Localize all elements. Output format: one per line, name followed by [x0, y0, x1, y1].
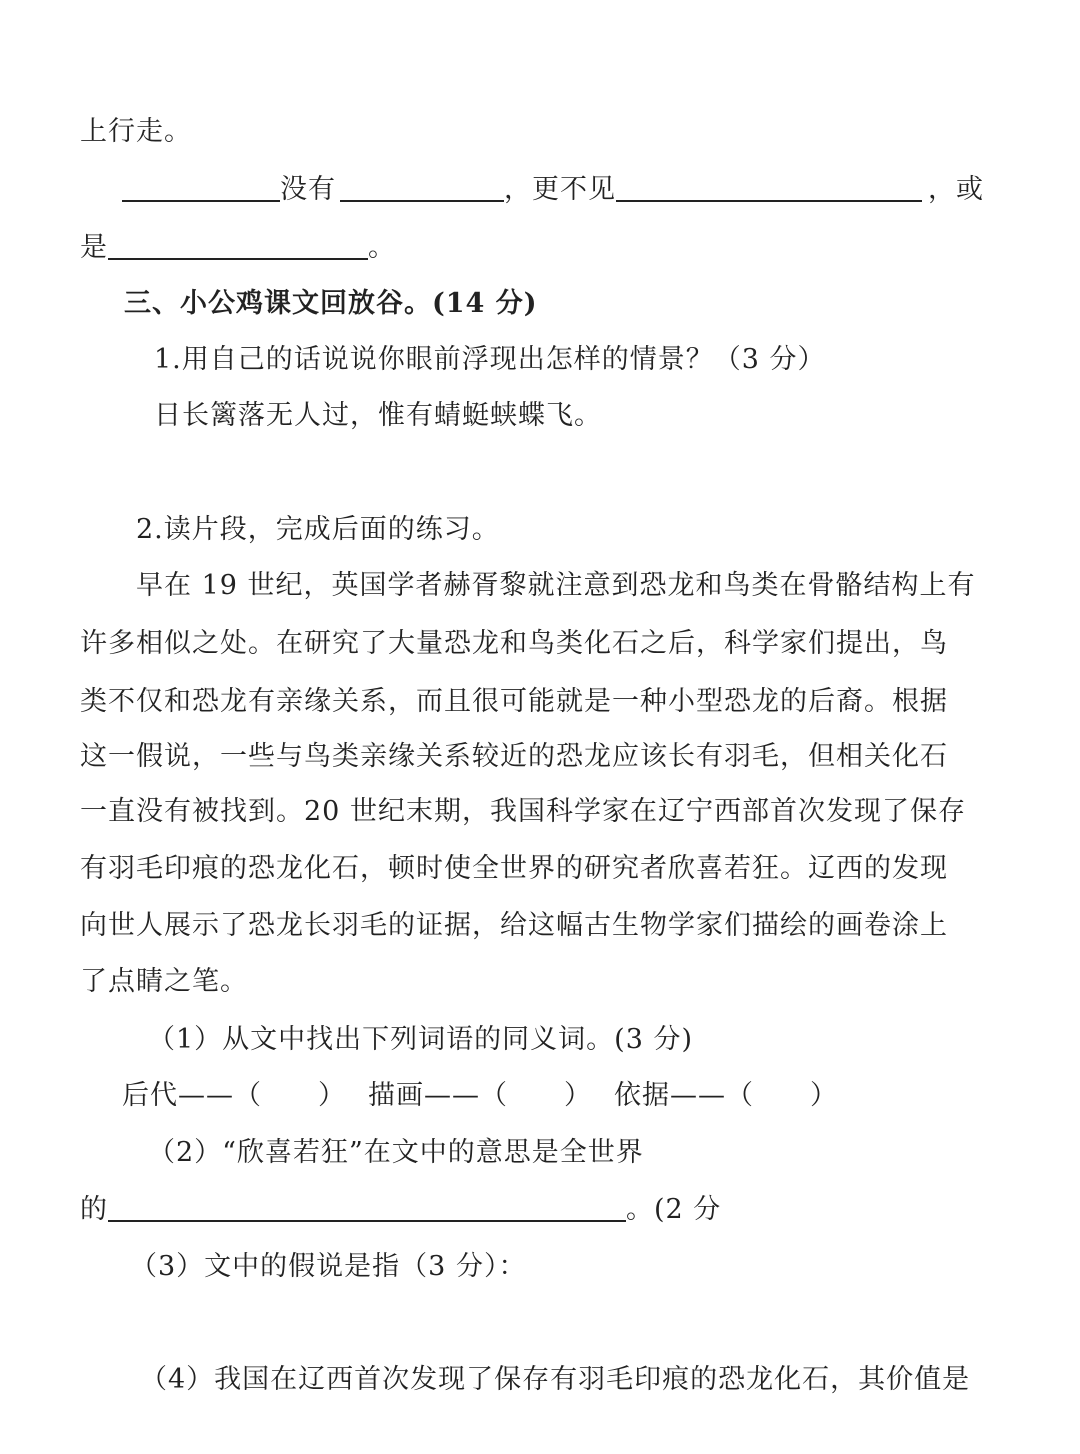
fill-text: ，更不见: [504, 174, 616, 205]
sub-question-1-prompt: （1）从文中找出下列词语的同义词。(3 分): [148, 1024, 694, 1055]
fill-text: 是: [80, 232, 108, 263]
answer-blank[interactable]: [616, 170, 922, 202]
passage-line: 这一假说，一些与鸟类亲缘关系较近的恐龙应该长有羽毛，但相关化石: [80, 741, 948, 772]
fill-text: ，或: [928, 174, 984, 205]
top-line-end: 上行走。: [80, 116, 192, 147]
fill-text: 没有: [280, 174, 336, 205]
synonym-item: 后代——（ ）: [122, 1080, 346, 1111]
answer-blank[interactable]: [108, 1190, 626, 1222]
synonym-item: 描画——（ ）: [368, 1080, 592, 1111]
passage-line: 一直没有被找到。20 世纪末期，我国科学家在辽宁西部首次发现了保存: [80, 796, 966, 827]
sub-question-2-prompt: （2）“欣喜若狂”在文中的意思是全世界: [148, 1137, 644, 1168]
passage-line: 早在 19 世纪，英国学者赫胥黎就注意到恐龙和鸟类在骨骼结构上有: [136, 570, 976, 601]
question-1-poem: 日长篱落无人过，惟有蜻蜓蛱蝶飞。: [154, 400, 602, 431]
sub-question-3-prompt: （3）文中的假说是指（3 分）：: [130, 1251, 527, 1282]
fill-text: 的: [80, 1194, 108, 1225]
fill-text: 。: [368, 232, 396, 263]
passage-line: 许多相似之处。在研究了大量恐龙和鸟类化石之后，科学家们提出，鸟: [80, 628, 948, 659]
synonym-item: 依据——（ ）: [614, 1080, 838, 1111]
fill-text: 。(2 分: [626, 1194, 722, 1225]
fill-in-line-1: [122, 170, 984, 210]
answer-blank[interactable]: [340, 170, 504, 202]
question-2-prompt: 2.读片段，完成后面的练习。: [136, 514, 500, 545]
fill-in-line-2: [80, 228, 396, 268]
passage-line: 有羽毛印痕的恐龙化石，顿时使全世界的研究者欣喜若狂。辽西的发现: [80, 853, 948, 884]
question-1-prompt: 1.用自己的话说说你眼前浮现出怎样的情景？（3 分）: [154, 344, 826, 375]
answer-blank[interactable]: [122, 170, 280, 202]
sub-question-2-answer-line: [80, 1190, 721, 1230]
sub-question-4-prompt: （4）我国在辽西首次发现了保存有羽毛印痕的恐龙化石，其价值是: [140, 1364, 971, 1395]
section-heading: 三、小公鸡课文回放谷。(14 分): [124, 288, 538, 319]
passage-line: 了点睛之笔。: [80, 966, 248, 997]
passage-line: 类不仅和恐龙有亲缘关系，而且很可能就是一种小型恐龙的后裔。根据: [80, 686, 948, 717]
passage-line: 向世人展示了恐龙长羽毛的证据，给这幅古生物学家们描绘的画卷涂上: [80, 910, 948, 941]
answer-blank[interactable]: [108, 228, 368, 260]
